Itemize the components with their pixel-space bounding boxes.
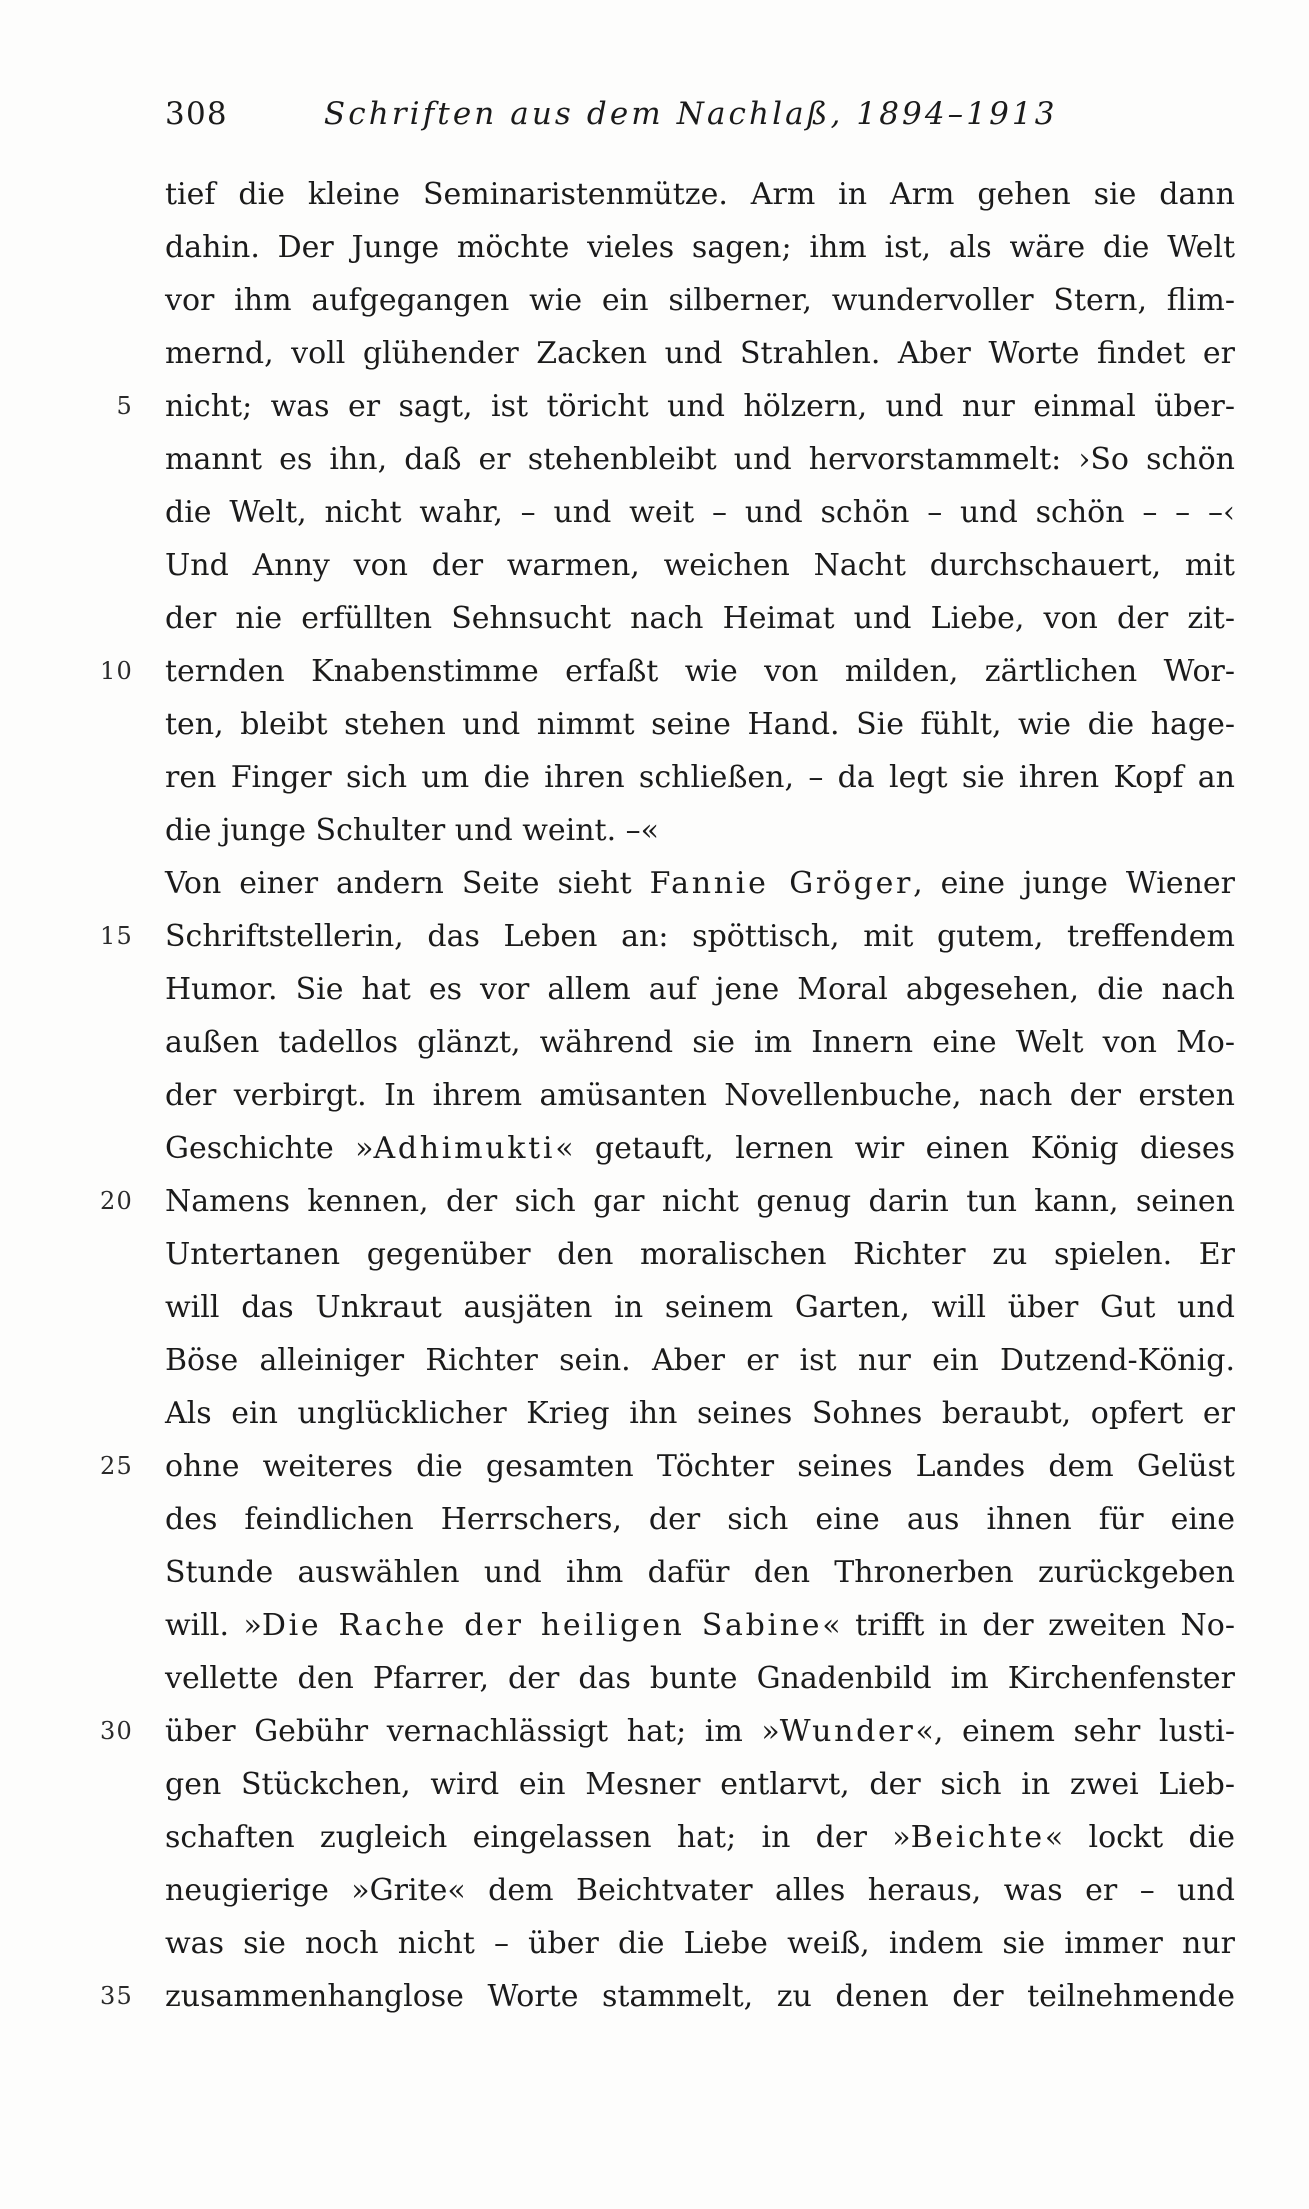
line-number: 35 — [100, 1982, 133, 2010]
line-number — [100, 592, 165, 645]
line-number — [100, 857, 165, 910]
text-body — [100, 168, 1309, 2023]
text-line — [100, 1069, 1309, 1122]
text-line — [100, 751, 1309, 804]
line-number — [100, 1917, 165, 1970]
line-text: schaften zugleich eingelassen hat; in der »Beichte« lockt die — [165, 1820, 1235, 1855]
text-line — [100, 327, 1309, 380]
line-text: dahin. Der Junge möchte vieles sagen; ihm ist, als wäre die Welt — [165, 230, 1235, 265]
line-text: nicht; was er sagt, ist töricht und hölzern, und nur einmal über- — [165, 389, 1235, 424]
line-number — [100, 433, 165, 486]
text-line — [100, 1917, 1309, 1970]
line-text: will. »Die Rache der heiligen Sabine« trifft in der zweiten No- — [165, 1608, 1236, 1643]
line-number — [100, 274, 165, 327]
line-text: Untertanen gegenüber den moralischen Richter zu spielen. Er — [165, 1237, 1235, 1272]
line-number: 5 — [116, 392, 133, 420]
line-number — [100, 751, 165, 804]
text-line — [100, 592, 1309, 645]
line-number — [100, 1652, 165, 1705]
line-text: Und Anny von der warmen, weichen Nacht durchschauert, mit — [165, 548, 1235, 583]
line-number — [100, 221, 165, 274]
text-line — [100, 1811, 1309, 1864]
text-line — [100, 1228, 1309, 1281]
text-line — [100, 1493, 1309, 1546]
line-text: Schriftstellerin, das Leben an: spöttisch, mit gutem, treffendem — [165, 919, 1235, 954]
text-line — [100, 1175, 1309, 1228]
line-number — [100, 1228, 165, 1281]
line-text: mannt es ihn, daß er stehenbleibt und hervorstammelt: ›So schön — [165, 442, 1235, 477]
line-number — [100, 698, 165, 751]
text-line — [100, 1652, 1309, 1705]
line-text: der verbirgt. In ihrem amüsanten Novellenbuche, nach der ersten — [165, 1078, 1235, 1113]
line-text: Böse alleiniger Richter sein. Aber er ist nur ein Dutzend-König. — [165, 1343, 1235, 1378]
text-line — [100, 910, 1309, 963]
text-line — [100, 1387, 1309, 1440]
line-number — [100, 1599, 165, 1652]
text-line — [100, 1440, 1309, 1493]
line-number: 30 — [100, 1717, 133, 1745]
line-number — [100, 1546, 165, 1599]
line-number: 25 — [100, 1452, 133, 1480]
line-text: ohne weiteres die gesamten Töchter seines Landes dem Gelüst — [165, 1449, 1235, 1484]
line-text: Als ein unglücklicher Krieg ihn seines Sohnes beraubt, opfert er — [165, 1396, 1235, 1431]
text-line — [100, 1546, 1309, 1599]
line-text: tief die kleine Seminaristenmütze. Arm in Arm gehen sie dann — [165, 177, 1235, 212]
line-text: Namens kennen, der sich gar nicht genug darin tun kann, seinen — [165, 1184, 1235, 1219]
line-text: Humor. Sie hat es vor allem auf jene Moral abgesehen, die nach — [165, 972, 1235, 1007]
line-number — [100, 1069, 165, 1122]
line-text: was sie noch nicht – über die Liebe weiß, indem sie immer nur — [165, 1926, 1235, 1961]
line-text: vor ihm aufgegangen wie ein silberner, wundervoller Stern, flim- — [165, 283, 1235, 318]
line-number — [100, 168, 165, 221]
line-text: ternden Knabenstimme erfaßt wie von milden, zärtlichen Wor- — [165, 654, 1235, 689]
line-text: außen tadellos glänzt, während sie im Innern eine Welt von Mo- — [165, 1025, 1235, 1060]
line-number: 15 — [100, 922, 133, 950]
line-number — [100, 1387, 165, 1440]
line-text: die junge Schulter und weint. –« — [165, 813, 660, 848]
text-line — [100, 168, 1309, 221]
text-line — [100, 1864, 1309, 1917]
line-text: Von einer andern Seite sieht Fannie Gröger, eine junge Wiener — [165, 866, 1235, 901]
text-line — [100, 380, 1309, 433]
line-number: 20 — [100, 1187, 133, 1215]
line-number — [100, 963, 165, 1016]
running-head: Schriften aus dem Nachlaß, 1894–1913 — [323, 96, 1058, 132]
line-text: Geschichte »Adhimukti« getauft, lernen wir einen König dieses — [165, 1131, 1236, 1166]
text-line — [100, 698, 1309, 751]
text-line — [100, 486, 1309, 539]
text-line — [100, 1122, 1309, 1175]
line-number — [100, 1281, 165, 1334]
line-text: Stunde auswählen und ihm dafür den Thronerben zurückgeben — [165, 1555, 1235, 1590]
line-text: zusammenhanglose Worte stammelt, zu denen der teilnehmende — [165, 1979, 1235, 2014]
letterspaced-name: Die Rache der heiligen Sabine — [261, 1608, 823, 1643]
text-line — [100, 1758, 1309, 1811]
line-text: neugierige »Grite« dem Beichtvater alles heraus, was er – und — [165, 1873, 1235, 1908]
letterspaced-name: Adhimukti — [373, 1131, 556, 1166]
text-line — [100, 1334, 1309, 1387]
letterspaced-name: Beichte — [910, 1820, 1045, 1855]
text-line — [100, 804, 1309, 857]
text-line — [100, 539, 1309, 592]
line-text: über Gebühr vernachlässigt hat; im »Wunder«, einem sehr lusti- — [165, 1714, 1235, 1749]
text-line — [100, 1599, 1309, 1652]
line-number — [100, 1122, 165, 1175]
line-number — [100, 1016, 165, 1069]
text-line — [100, 274, 1309, 327]
line-number — [100, 804, 165, 857]
letterspaced-name: Fannie Gröger — [649, 866, 914, 901]
line-number — [100, 327, 165, 380]
line-text: des feindlichen Herrschers, der sich eine aus ihnen für eine — [165, 1502, 1235, 1537]
line-text: der nie erfüllten Sehnsucht nach Heimat und Liebe, von der zit- — [165, 601, 1235, 636]
line-number — [100, 1811, 165, 1864]
line-text: ren Finger sich um die ihren schließen, – da legt sie ihren Kopf an — [165, 760, 1235, 795]
text-line — [100, 1281, 1309, 1334]
text-line — [100, 645, 1309, 698]
text-line — [100, 433, 1309, 486]
line-number: 10 — [100, 657, 133, 685]
text-line — [100, 221, 1309, 274]
text-line — [100, 1970, 1309, 2023]
line-text: gen Stückchen, wird ein Mesner entlarvt, der sich in zwei Lieb- — [165, 1767, 1235, 1802]
text-line — [100, 1705, 1309, 1758]
text-line — [100, 1016, 1309, 1069]
page-number: 308 — [165, 96, 228, 132]
line-text: mernd, voll glühender Zacken und Strahlen. Aber Worte findet er — [165, 336, 1235, 371]
page-header — [165, 96, 1309, 142]
line-text: vellette den Pfarrer, der das bunte Gnadenbild im Kirchenfenster — [165, 1661, 1235, 1696]
line-number — [100, 486, 165, 539]
letterspaced-name: Wunder — [779, 1714, 916, 1749]
line-text: will das Unkraut ausjäten in seinem Garten, will über Gut und — [165, 1290, 1235, 1325]
line-number — [100, 1758, 165, 1811]
line-text: ten, bleibt stehen und nimmt seine Hand. Sie fühlt, wie die hage- — [165, 707, 1235, 742]
line-number — [100, 1334, 165, 1387]
line-text: die Welt, nicht wahr, – und weit – und schön – und schön – – –‹ — [165, 495, 1235, 530]
text-line — [100, 963, 1309, 1016]
line-number — [100, 539, 165, 592]
text-line — [100, 857, 1309, 910]
line-number — [100, 1864, 165, 1917]
line-number — [100, 1493, 165, 1546]
